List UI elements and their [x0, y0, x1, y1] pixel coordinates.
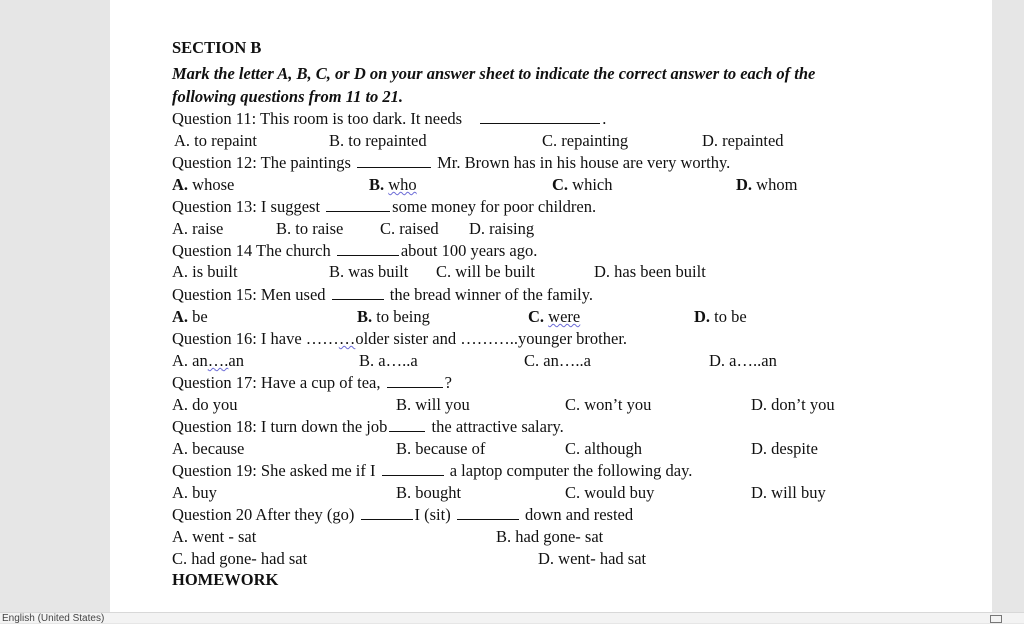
instruction-line-2: following questions from 11 to 21.: [172, 87, 404, 106]
option-b: B. was built: [329, 262, 409, 281]
option-d: D. raising: [469, 219, 535, 238]
option-d: D. don’t you: [751, 395, 835, 414]
option-d: D. to be: [694, 307, 747, 326]
option-d: D. repainted: [702, 131, 784, 150]
answer-blank: [326, 197, 390, 212]
question-12: Question 12: The paintings Mr. Brown has in his house are very worthy.: [172, 153, 731, 172]
option-a: A. be: [172, 307, 208, 326]
option-c: C. won’t you: [565, 395, 652, 414]
option-b: B. because of: [396, 439, 486, 458]
option-d: D. whom: [736, 175, 798, 194]
answer-blank: [457, 505, 519, 520]
answer-blank: [387, 373, 443, 388]
question-16-options: [172, 351, 932, 371]
question-18: Question 18: I turn down the job the attractive salary.: [172, 417, 564, 436]
option-b: B. will you: [396, 395, 470, 414]
answer-blank: [332, 285, 384, 300]
language-indicator[interactable]: English (United States): [2, 613, 105, 624]
answer-blank: [337, 241, 399, 256]
option-c: C. raised: [380, 219, 439, 238]
option-c: C. although: [565, 439, 642, 458]
option-d: D. despite: [751, 439, 818, 458]
option-c: C. repainting: [542, 131, 629, 150]
question-11: Question 11: This room is too dark. It needs .: [172, 109, 607, 128]
option-c: C. which: [552, 175, 613, 194]
question-11-options: [172, 131, 932, 151]
option-c: C. would buy: [565, 483, 655, 502]
option-a: A. raise: [172, 219, 224, 238]
option-a: A. an….an: [172, 351, 244, 370]
option-d: D. has been built: [594, 262, 706, 281]
option-b: B. to raise: [276, 219, 344, 238]
section-title: SECTION B: [172, 38, 262, 57]
homework-heading: HOMEWORK: [172, 570, 279, 589]
question-12-options: [172, 175, 932, 195]
option-c: C. were: [528, 307, 581, 326]
question-18-options: [172, 439, 932, 459]
option-b: B. a…..a: [359, 351, 418, 370]
answer-blank: [382, 461, 444, 476]
answer-blank: [389, 417, 425, 432]
question-14: Question 14 The church about 100 years ago.: [172, 241, 538, 260]
option-a: A. is built: [172, 262, 238, 281]
question-20: Question 20 After they (go) I (sit) down and rested: [172, 505, 634, 524]
instruction-line-1: Mark the letter A, B, C, or D on your answer sheet to indicate the correct answer to each of the: [172, 64, 816, 83]
option-a: A. do you: [172, 395, 238, 414]
question-19: Question 19: She asked me if I a laptop computer the following day.: [172, 461, 693, 480]
option-c: C. an…..a: [524, 351, 591, 370]
answer-blank: [361, 505, 413, 520]
question-16: Question 16: I have ………older sister and ………..younger brother.: [172, 329, 628, 348]
option-b: B. to repainted: [329, 131, 427, 150]
question-15-options: [172, 307, 932, 327]
option-a: A. went - sat: [172, 527, 257, 546]
question-20-options-row-2: [172, 549, 932, 569]
question-17-options: [172, 395, 932, 415]
option-a: A. buy: [172, 483, 217, 502]
option-b: B. to being: [357, 307, 430, 326]
answer-blank: [480, 109, 600, 124]
option-d: D. will buy: [751, 483, 826, 502]
question-15: Question 15: Men used the bread winner of the family.: [172, 285, 594, 304]
option-b: B. bought: [396, 483, 462, 502]
option-d: D. a…..an: [709, 351, 777, 370]
option-c: C. will be built: [436, 262, 535, 281]
option-b: B. had gone- sat: [496, 527, 604, 546]
question-13-options: [172, 219, 932, 239]
option-a: A. because: [172, 439, 245, 458]
question-17: Question 17: Have a cup of tea, ?: [172, 373, 452, 392]
question-20-options-row-1: [172, 527, 932, 547]
question-13: Question 13: I suggest some money for poor children.: [172, 197, 597, 216]
option-c: C. had gone- had sat: [172, 549, 308, 568]
option-a: A. to repaint: [174, 131, 257, 150]
option-b: B. who: [369, 175, 417, 194]
answer-blank: [357, 153, 431, 168]
question-19-options: [172, 483, 932, 503]
option-a: A. whose: [172, 175, 235, 194]
status-bar: [0, 612, 1024, 623]
option-d: D. went- had sat: [538, 549, 647, 568]
question-14-options: [172, 262, 932, 282]
